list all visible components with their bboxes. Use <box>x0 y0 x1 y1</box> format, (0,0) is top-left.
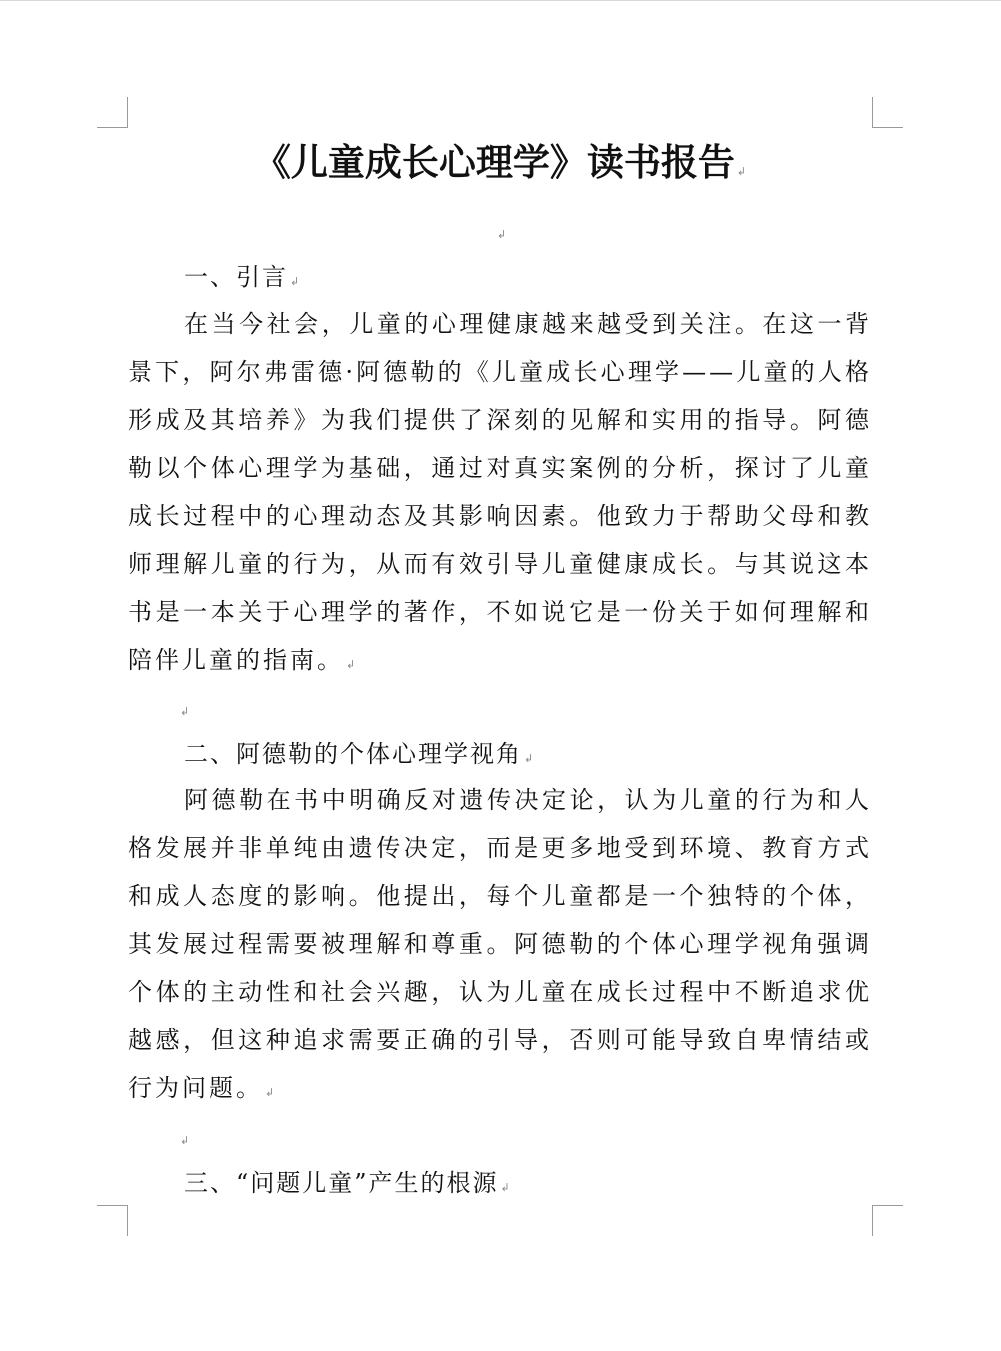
paragraph-mark-icon: ↲ <box>497 228 507 241</box>
section-heading-text: 三、“问题儿童”产生的根源 <box>184 1169 499 1197</box>
paragraph-mark-icon: ↲ <box>346 658 359 671</box>
section-heading-problem-children[interactable] <box>184 1167 512 1204</box>
section-paragraph-intro[interactable] <box>128 300 872 689</box>
section-paragraph-adler-perspective[interactable] <box>128 776 872 1117</box>
paragraph-text: 在当今社会，儿童的心理健康越来越受到关注。在这一背景下，阿尔弗雷德·阿德勒的《儿童成长心理学——儿童的人格形成及其培养》为我们提供了深刻的见解和实用的指导。阿德勒以个体心理学为基础，通过对真实案例的分析，探讨了儿童成长过程中的心理动态及其影响因素。他致力于帮助父母和教师理解儿童的行为，从而有效引导儿童健康成长。与其说这本书是一本关于心理学的著作，不如说它是一份关于如何理解和陪伴儿童的指南。 <box>128 310 872 674</box>
crop-mark-top-right <box>872 97 903 128</box>
document-title-text: 《儿童成长心理学》读书报告 <box>253 140 735 184</box>
section-heading-text: 二、阿德勒的个体心理学视角 <box>184 740 522 768</box>
paragraph-mark-icon: ↲ <box>180 705 190 718</box>
crop-mark-bottom-right <box>872 1205 903 1236</box>
crop-mark-top-left <box>97 97 128 128</box>
section-heading-intro[interactable] <box>184 261 301 298</box>
document-title[interactable] <box>128 134 872 200</box>
paragraph-mark-icon: ↲ <box>290 275 302 288</box>
crop-mark-bottom-left <box>97 1205 128 1236</box>
paragraph-mark-icon: ↲ <box>736 165 747 178</box>
section-heading-adler-perspective[interactable] <box>184 738 535 775</box>
page-top-edge <box>0 0 1001 1</box>
paragraph-text: 阿德勒在书中明确反对遗传决定论，认为儿童的行为和人格发展并非单纯由遗传决定，而是更多地受到环境、教育方式和成人态度的影响。他提出，每个儿童都是一个独特的个体，其发展过程需要被理解和尊重。阿德勒的个体心理学视角强调个体的主动性和社会兴趣，认为儿童在成长过程中不断追求优越感，但这种追求需要正确的引导，否则可能导致自卑情结或行为问题。 <box>128 786 872 1102</box>
paragraph-mark-icon: ↲ <box>524 752 536 765</box>
paragraph-mark-icon: ↲ <box>265 1086 278 1099</box>
paragraph-mark-icon: ↲ <box>500 1181 512 1194</box>
paragraph-mark-icon: ↲ <box>180 1134 190 1147</box>
section-heading-text: 一、引言 <box>184 263 288 291</box>
